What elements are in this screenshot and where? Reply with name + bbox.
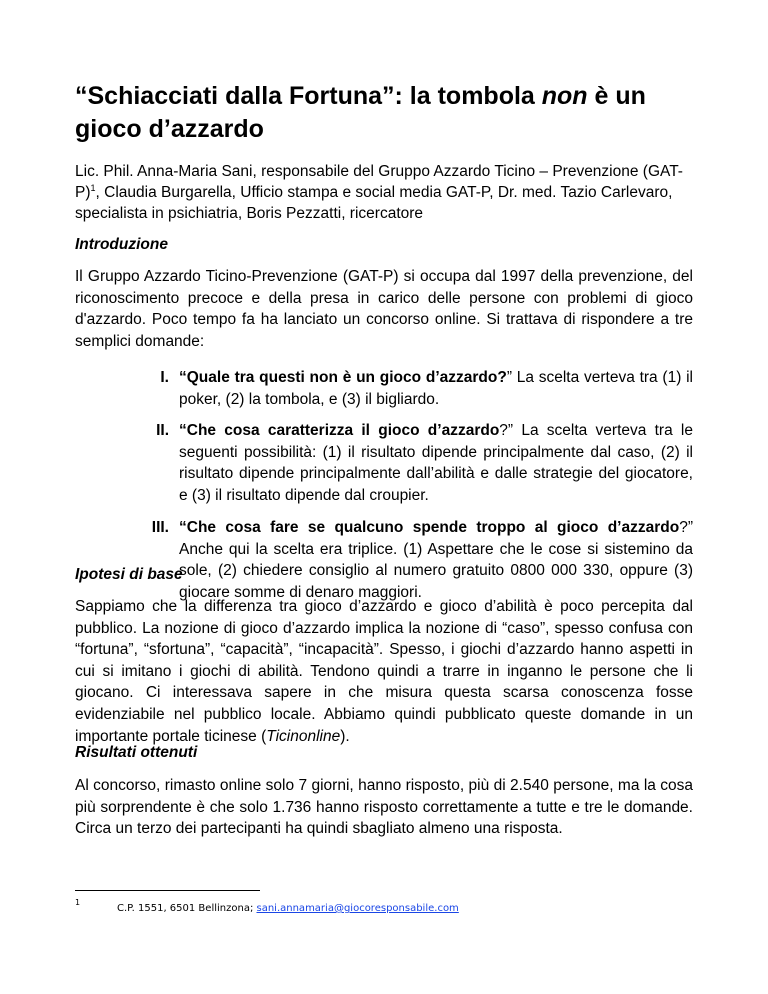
list-item-text — [179, 420, 693, 506]
footnote-separator — [75, 890, 260, 891]
footnote-address: C.P. 1551, 6501 Bellinzona; — [117, 903, 257, 914]
title-emphasis: non — [541, 82, 588, 110]
question-rest-text: ?” La scelta verteva tra le seguenti possibilità: (1) il risultato dipende principalmente dal caso, (2) il risultato dipende principalmente dall’abilità e dalle strategie del giocatore, e (3) il risultato dipende dal croupier. — [179, 422, 693, 504]
list-item-text — [179, 517, 693, 603]
list-item-text — [179, 367, 693, 410]
section-heading-ipotesi: Ipotesi di base — [75, 566, 183, 583]
footnote-text — [117, 902, 459, 916]
authors-line — [75, 161, 700, 224]
list-item-number: II. — [156, 422, 169, 439]
footnote-number: 1 — [75, 898, 81, 907]
results-paragraph: Al concorso, rimasto online solo 7 giorni, hanno risposto, più di 2.540 persone, ma la cosa più sorprendente è che solo 1.736 hanno risposto correttamente a tutte e tre le domande. Circa un terzo dei partecipanti ha quindi sbagliato almeno una risposta. — [75, 777, 693, 838]
title-text-part1: “Schiacciati dalla Fortuna”: la tombola — [75, 82, 542, 110]
question-rest-text: ?” Anche qui la scelta era triplice. (1) Aspettare che le cose si sistemino da sole, (2) chiedere consiglio al numero gratuito 0800 000 330, oppure (3) giocare somme di denaro maggiori. — [179, 519, 693, 601]
email-link[interactable]: sani.annamaria@giocoresponsabile.com — [256, 903, 459, 914]
list-item-number: III. — [151, 519, 169, 536]
footnote-reference[interactable]: 1 — [90, 182, 96, 193]
authors-text-part2: , Claudia Burgarella, Ufficio stampa e social media GAT-P, Dr. med. Tazio Carlevaro, specialista in psichiatria, Boris Pezzatti, ricercatore — [75, 184, 673, 222]
authors-text-part1: Lic. Phil. Anna-Maria Sani, responsabile del Gruppo Azzardo Ticino – Prevenzione (GAT-P) — [75, 163, 683, 201]
question-rest-text: ” La scelta verteva tra (1) il poker, (2) la tombola, e (3) il bigliardo. — [179, 369, 694, 408]
question-bold-text: “Quale tra questi non è un gioco d’azzardo? — [179, 369, 507, 386]
hypothesis-paragraph — [75, 596, 693, 747]
question-bold-text: “Che cosa caratterizza il gioco d’azzardo — [179, 422, 500, 439]
hypothesis-text-end: ). — [340, 727, 350, 745]
document-title — [75, 80, 685, 146]
list-item-number: I. — [160, 369, 169, 386]
portal-name: Ticinonline — [266, 727, 341, 745]
section-heading-risultati: Risultati ottenuti — [75, 744, 198, 761]
title-text-part2: è un gioco d’azzardo — [75, 82, 646, 143]
hypothesis-text: Sappiamo che la differenza tra gioco d’azzardo e gioco d’abilità è poco percepita dal pubblico. La nozione di gioco d’azzardo implica la nozione di “caso”, spesso confusa con “fortuna”, “sfortuna”, “capacità”, “incapacità”. Spesso, i giochi d’azzardo hanno aspetti in cui si imitano i giochi di abilità. Tendono quindi a trarre in inganno le persone che li giocano. Ci interessava sapere in che misura questa scarsa conoscenza fosse evidenziabile nel pubblico locale. Abbiamo quindi pubblicato queste domande in un importante portale ticinese ( — [75, 598, 693, 745]
intro-paragraph: Il Gruppo Azzardo Ticino-Prevenzione (GAT-P) si occupa dal 1997 della prevenzione, del riconoscimento precoce e della presa in carico delle persone con problemi di gioco d'azzardo. Poco tempo fa ha lanciato un concorso online. Si trattava di rispondere a tre semplici domande: — [75, 268, 693, 350]
question-bold-text: “Che cosa fare se qualcuno spende troppo al gioco d’azzardo — [179, 519, 680, 536]
section-heading-introduzione: Introduzione — [75, 236, 168, 253]
